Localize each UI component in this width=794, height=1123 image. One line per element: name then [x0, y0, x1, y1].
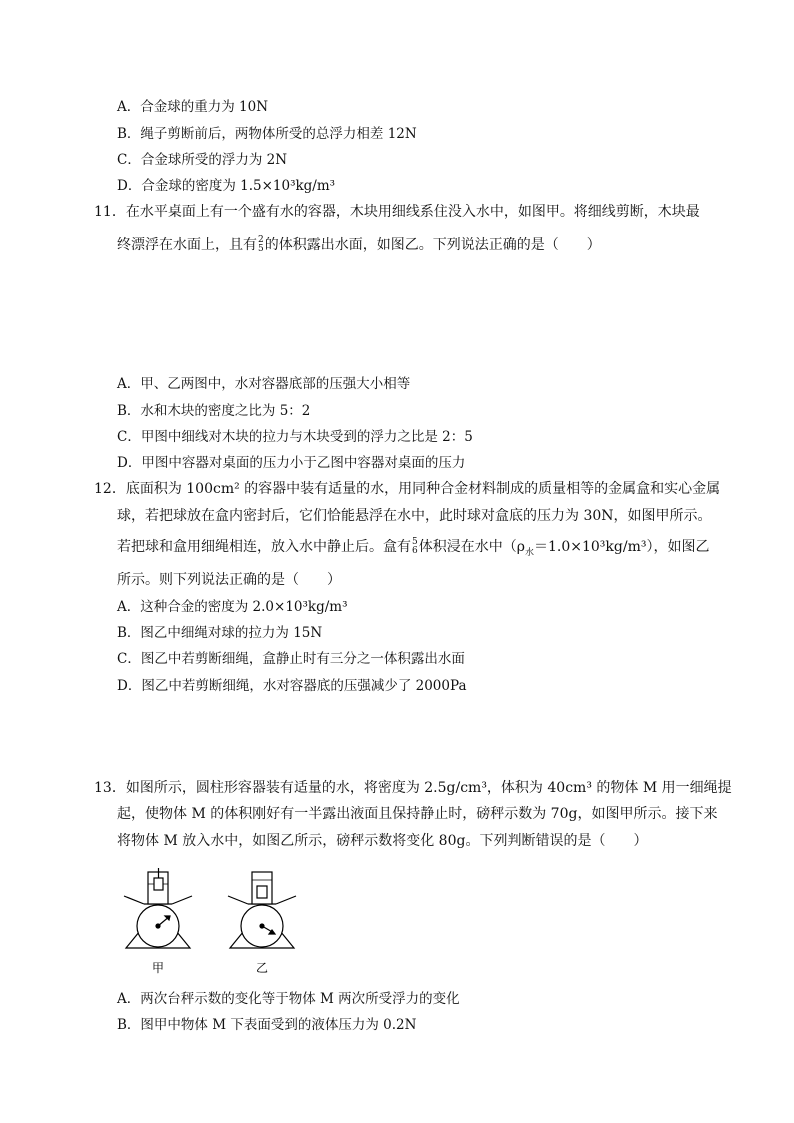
q11-option-d: D．甲图中容器对桌面的压力小于乙图中容器对桌面的压力	[117, 455, 466, 471]
q13-stem-line2: 起，使物体 M 的体积刚好有一半露出液面且保持静止时，磅秤示数为 70g，如图甲所示。接下来	[117, 806, 718, 822]
q12-option-a: A．这种合金的密度为 2.0×10³kg/m³	[117, 599, 348, 615]
q12-stem-line3	[117, 538, 709, 562]
q11-stem-part-a: 终漂浮在水面上，且有	[117, 237, 257, 253]
q12-stem-line4: 所示。则下列说法正确的是（ ）	[117, 572, 341, 588]
q11-option-c: C．甲图中细线对木块的拉力与木块受到的浮力之比是 2：5	[117, 429, 473, 445]
q13-stem-line1: 13．如图所示，圆柱形容器装有适量的水，将密度为 2.5g/cm³，体积为 40cm³ 的物体 M 用一细绳提	[94, 780, 732, 796]
object-m-yi	[257, 886, 267, 898]
q13-stem-line3: 将物体 M 放入水中，如图乙所示，磅秤示数将变化 80g。下列判断错误的是（ ）	[117, 833, 648, 849]
scale-yi-pan-left	[228, 896, 248, 904]
q11-stem-part-b: 的体积露出水面，如图乙。下列说法正确的是（ ）	[264, 237, 601, 253]
q10-option-b: B．绳子剪断前后，两物体所受的总浮力相差 12N	[117, 126, 417, 142]
object-m-jia	[154, 878, 163, 890]
fig-label-yi: 乙	[255, 961, 269, 975]
q11-fraction	[258, 236, 264, 254]
q11-frac-num: 2	[258, 235, 264, 245]
q13-option-a: A．两次台秤示数的变化等于物体 M 两次所受浮力的变化	[117, 991, 460, 1007]
q12-option-c: C．图乙中若剪断细绳，盒静止时有三分之一体积露出水面	[117, 651, 465, 667]
q11-frac-den: 5	[258, 244, 264, 254]
q10-option-c: C．合金球所受的浮力为 2N	[117, 152, 288, 168]
q12-stem-part-c: ＝1.0×10³kg/m³），如图乙	[533, 539, 710, 555]
q12-fraction	[412, 538, 418, 556]
q10-option-d: D．合金球的密度为 1.5×10³kg/m³	[117, 178, 336, 194]
q12-stem-line2: 球，若把球放在盒内密封后，它们恰能悬浮在水中，此时球对盒底的压力为 30N，如图甲所示。	[117, 508, 712, 524]
q12-option-b: B．图乙中细绳对球的拉力为 15N	[117, 625, 323, 641]
q13-figure	[120, 868, 310, 983]
q12-option-d: D．图乙中若剪断细绳，水对容器底的压强减少了 2000Pa	[117, 678, 467, 694]
scale-jia-pan-left	[124, 896, 144, 904]
fig-label-jia: 甲	[151, 961, 165, 975]
q13-option-b: B．图甲中物体 M 下表面受到的液体压力为 0.2N	[117, 1017, 417, 1033]
q11-option-a: A．甲、乙两图中，水对容器底部的压强大小相等	[117, 376, 411, 392]
q11-stem-line1: 11．在水平桌面上有一个盛有水的容器，木块用细线系住没入水中，如图甲。将细线剪断，木块最	[94, 204, 700, 220]
q12-rho-subscript: 水	[524, 547, 534, 558]
q12-frac-den: 6	[412, 546, 418, 556]
q11-option-b: B．水和木块的密度之比为 5：2	[117, 403, 311, 419]
scale-jia	[124, 868, 192, 948]
scale-yi	[228, 872, 296, 948]
q12-stem-part-a: 若把球和盒用细绳相连，放入水中静止后。盒有	[117, 539, 411, 555]
q12-stem-part-b: 体积浸在水中（ρ	[418, 539, 525, 555]
q12-stem-line1: 12．底面积为 100cm² 的容器中装有适量的水，用同种合金材料制成的质量相等的金属盒和实心金属	[94, 481, 721, 497]
q12-frac-num: 5	[412, 537, 418, 547]
q11-stem-line2	[117, 236, 601, 254]
q10-option-a: A．合金球的重力为 10N	[117, 99, 269, 115]
